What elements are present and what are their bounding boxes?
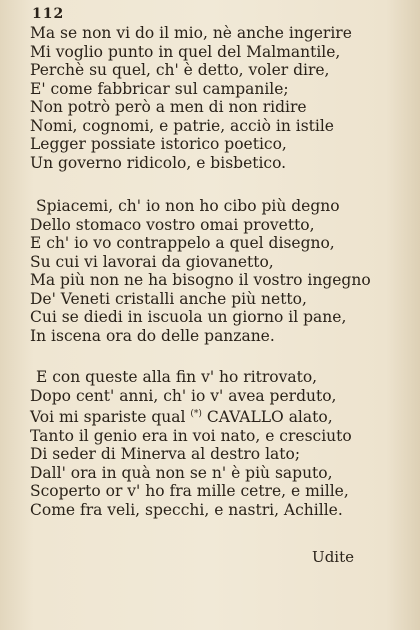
page-number: 112: [32, 6, 65, 22]
stanza-1: [0, 24, 420, 172]
verse-line: E' come fabbricar sul campanile;: [30, 79, 289, 98]
verse-line: E con queste alla fin v' ho ritrovato,: [36, 368, 318, 386]
stanza-2: [0, 197, 420, 345]
verse-line: Come fra veli, specchi, e nastri, Achille.: [30, 500, 343, 519]
verse-line: Ma più non ne ha bisogno il vostro ingegno: [30, 271, 371, 289]
verse-line: Dopo cent' anni, ch' io v' avea perduto,: [30, 386, 337, 405]
verse-line: Perchè su quel, ch' è detto, voler dire,: [30, 61, 330, 79]
footnote-marker: (*): [190, 409, 202, 419]
verse-line: Di seder di Minerva al destro lato;: [30, 445, 301, 464]
verse-line: Cui se diedi in iscuola un giorno il pane,: [30, 308, 347, 326]
verse-line: Nomi, cognomi, e patrie, acciò in istile: [30, 116, 334, 135]
verse-line: Tanto il genio era in voi nato, e cresciuto: [30, 426, 352, 445]
verse-line-tail: CAVALLO alato,: [206, 408, 333, 427]
verse-line: Ma se non vi do il mio, nè anche ingerire: [30, 24, 352, 42]
verse-line: Dall' ora in quà non se n' è più saputo,: [30, 463, 333, 482]
verse-line: Scoperto or v' ho fra mille cetre, e mille,: [30, 482, 349, 501]
verse-line: Un governo ridicolo, e bisbetico.: [30, 153, 287, 172]
verse-line: Spiacemi, ch' io non ho cibo più degno: [36, 197, 340, 215]
verse-line: Dello stomaco vostro omai provetto,: [30, 215, 315, 234]
verse-line: Mi voglio punto in quel del Malmantile,: [30, 42, 341, 61]
verse-line: [30, 405, 420, 427]
stanza-3: [0, 368, 420, 519]
verse-line: Su cui vi lavorai da giovanetto,: [30, 252, 274, 271]
verse-line: Legger possiate istorico poetico,: [30, 135, 287, 153]
verse-line: Non potrò però a men di non ridire: [30, 98, 307, 116]
catchword: Udite: [312, 548, 354, 566]
verse-line-head: Voi mi spariste qual: [30, 408, 186, 427]
verse-line: E ch' io vo contrappelo a quel disegno,: [30, 234, 335, 252]
verse-line: In iscena ora do delle panzane.: [30, 326, 275, 345]
verse-line: De' Veneti cristalli anche più netto,: [30, 289, 307, 308]
